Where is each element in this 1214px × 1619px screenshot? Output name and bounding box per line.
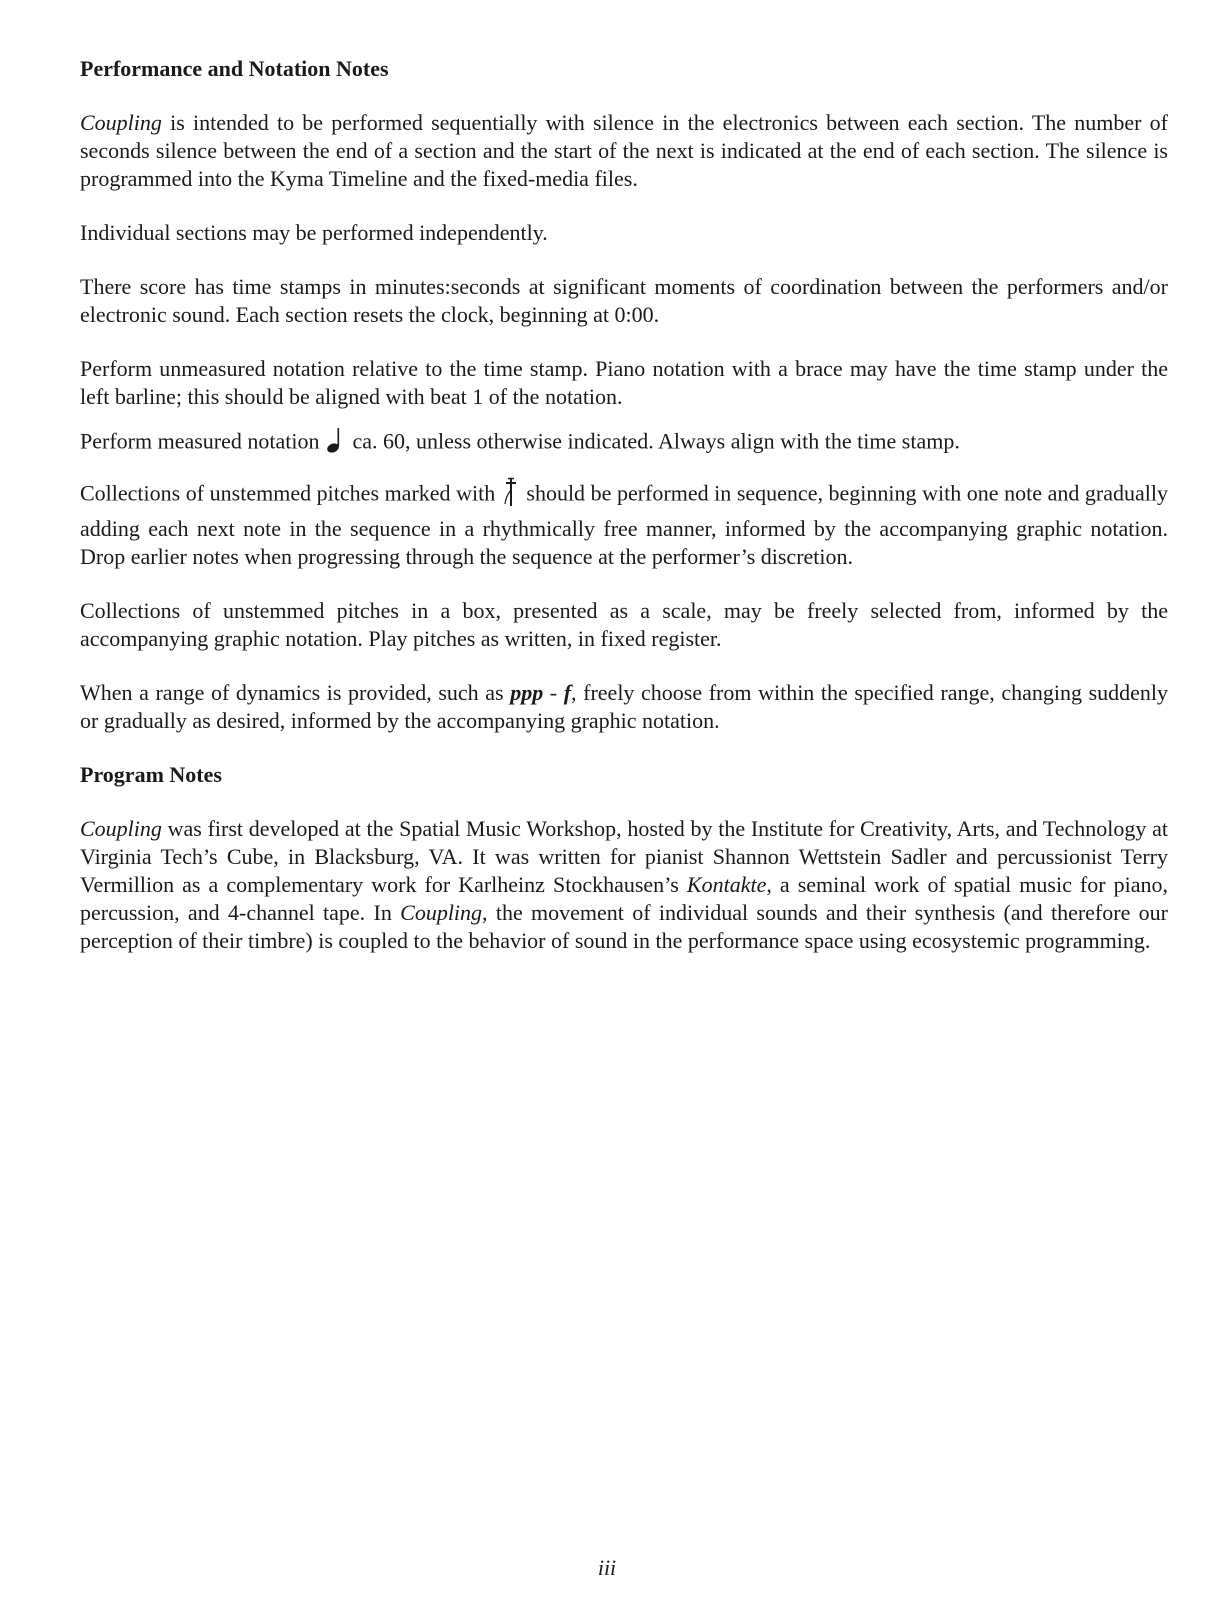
- paragraph-time-stamps: There score has time stamps in minutes:seconds at significant moments of coordination between the performers and/or electronic sound. Each section resets the clock, beginning at 0:00.: [80, 274, 1168, 327]
- paragraph-unmeasured: Perform unmeasured notation relative to the time stamp. Piano notation with a brace may have the time stamp under the left barline; this should be aligned with beat 1 of the notation.: [80, 356, 1168, 409]
- paragraph-dynamics: When a range of dynamics is provided, such as ppp - f, freely choose from within the specified range, changing suddenly or gradually as desired, informed by the accompanying graphic notation.: [80, 680, 1169, 733]
- paragraph-unstemmed-sequence: Collections of unstemmed pitches marked with should be performed in sequence, beginning with one note and gradually adding each next note in the sequence in a rhythmically free manner, informed by the accompanying graphic notation. Drop earlier notes when progressing through the sequence at the performer’s discretion.: [80, 476, 1168, 571]
- page-body: [80, 55, 1168, 981]
- work-title: Coupling: [80, 110, 162, 135]
- work-title-kontakte: Kontakte: [686, 872, 767, 897]
- paragraph-measured: Perform measured notation ca. 60, unless otherwise indicated. Always align with the time stamp.: [80, 425, 1168, 462]
- page-number: iii: [597, 1555, 617, 1580]
- work-title: Coupling,: [400, 900, 488, 925]
- section-heading-performance: Performance and Notation Notes: [80, 56, 389, 81]
- paragraph-boxed-pitches: Collections of unstemmed pitches in a box, presented as a scale, may be freely selected from, informed by the accompanying graphic notation. Play pitches as written, in fixed register.: [80, 598, 1168, 651]
- paragraph-sequential: Coupling is intended to be performed sequentially with silence in the electronics between each section. The number of seconds silence between the end of a section and the start of the next is indicated at the end of each section. The silence is programmed into the Kyma Timeline and the fixed-media files.: [80, 110, 1168, 191]
- quarter-note-icon: [325, 425, 347, 462]
- paragraph-independent: Individual sections may be performed independently.: [80, 220, 548, 245]
- dynamic-f: f: [563, 680, 572, 705]
- dynamic-ppp: ppp: [510, 680, 544, 705]
- work-title: Coupling: [80, 816, 162, 841]
- section-heading-program: Program Notes: [80, 762, 222, 787]
- paragraph-program-notes: Coupling was first developed at the Spatial Music Workshop, hosted by the Institute for Creativity, Arts, and Technology at Virginia Tech’s Cube, in Blacksburg, VA. It was written for pianist Shannon Wettstein Sadler and percussionist Terry Vermillion as a complementary work for Karlheinz Stockhausen’s Kontakte, a seminal work of spatial music for piano, percussion, and 4-channel tape. In Coupling, the movement of individual sounds and their synthesis (and therefore our perception of their timbre) is coupled to the behavior of sound in the performance space using ecosystemic programming.: [80, 816, 1168, 953]
- dagger-sequence-icon: [501, 476, 521, 515]
